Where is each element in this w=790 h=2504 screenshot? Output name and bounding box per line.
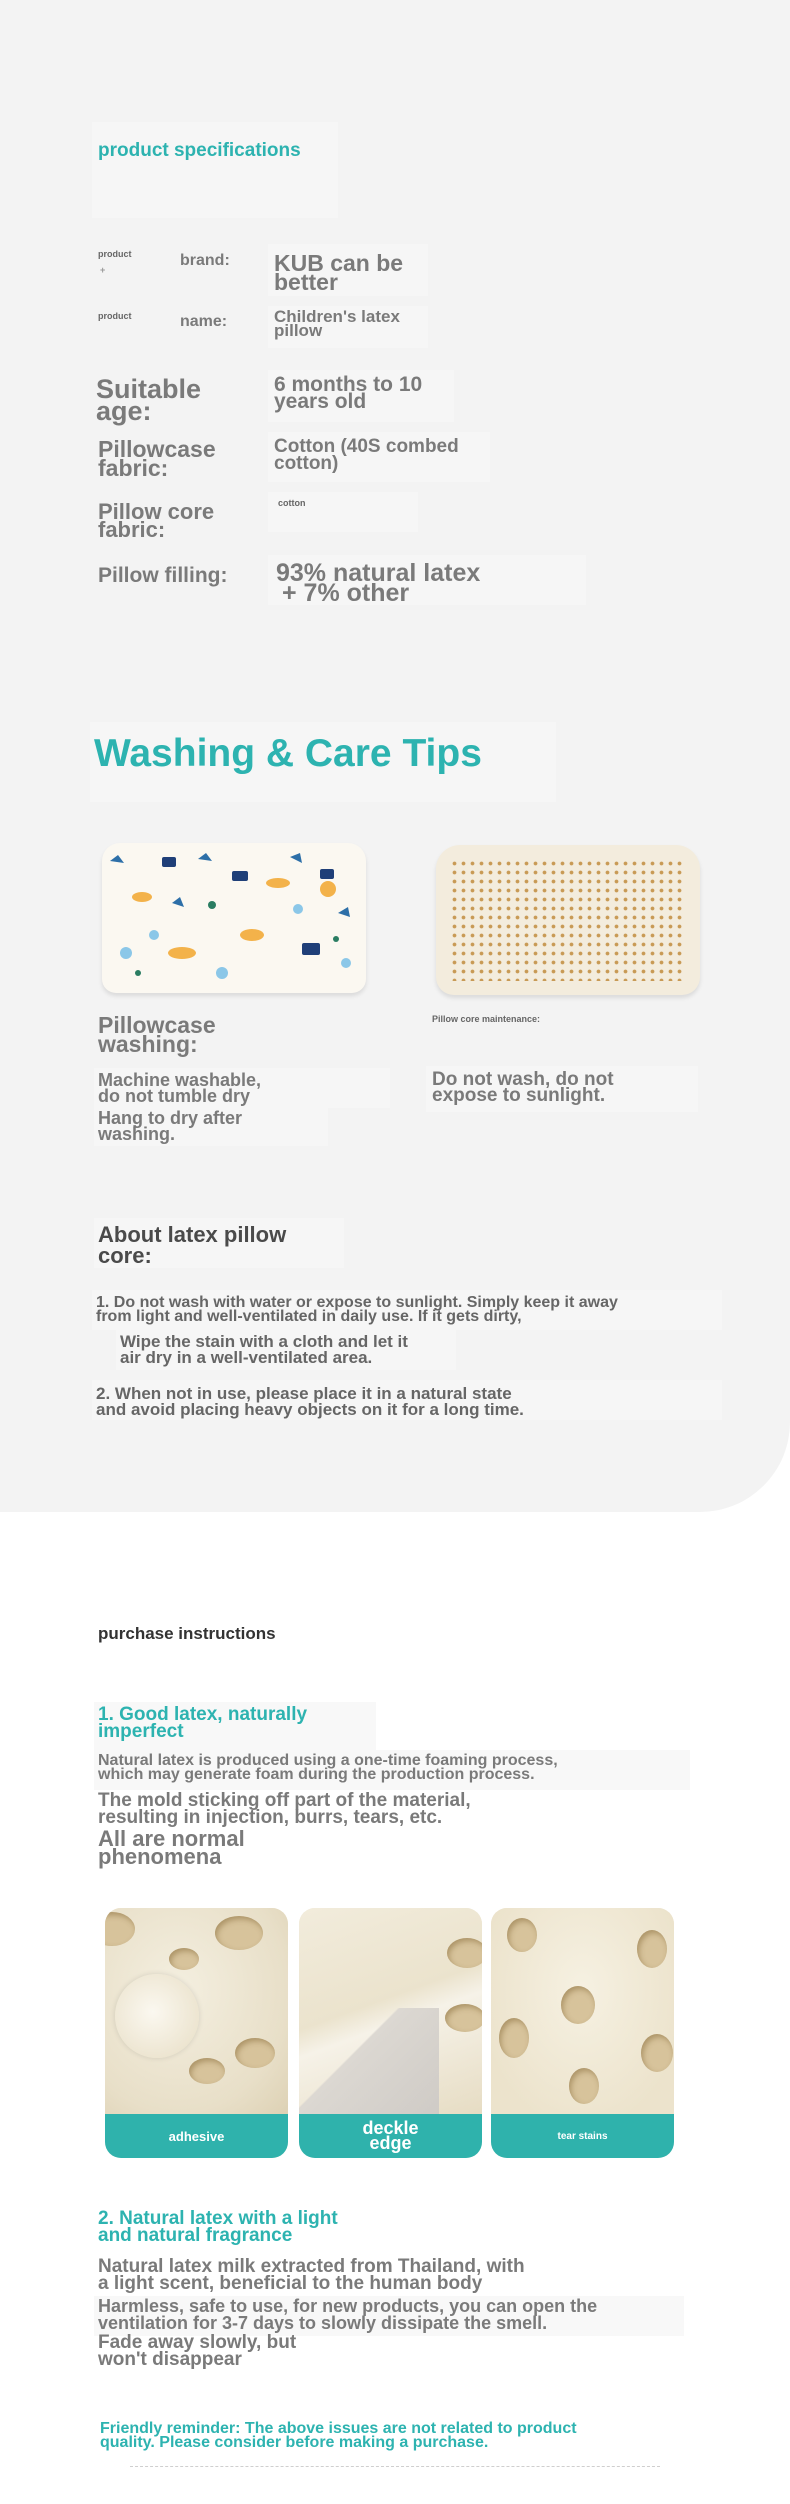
photo-tear-stains xyxy=(491,1908,674,2158)
age-value: 6 months to 10 years old xyxy=(274,373,423,413)
case-washing-heading: Pillowcase washing: xyxy=(98,1012,216,1057)
deckle-edge-image xyxy=(299,1908,482,2114)
s1-heading: 1. Good latex, naturally imperfect xyxy=(98,1704,308,1742)
core-maintenance-heading: Pillow core maintenance: xyxy=(432,1014,541,1024)
core-fabric-value: cotton xyxy=(278,498,306,508)
caption-deckle-edge: deckle edge xyxy=(299,2114,482,2158)
pillow-core-image xyxy=(436,845,700,995)
case-washing-text-2: Hang to dry after washing. xyxy=(98,1108,243,1144)
core-fabric-label: Pillow core fabric: xyxy=(98,499,215,542)
filling-value-1: 93% natural latex xyxy=(276,559,481,587)
brand-value: KUB can be better xyxy=(274,250,404,295)
s1-text-1: Natural latex is produced using a one-time foaming process, which may generate foam during the production process. xyxy=(98,1752,558,1783)
photo-adhesive xyxy=(105,1908,288,2158)
case-fabric-value: Cotton (40S combed cotton) xyxy=(274,436,459,474)
pillowcase-image xyxy=(102,843,366,993)
about-item2: 2. When not in use, please place it in a natural state and avoid placing heavy objects on it for a long time. xyxy=(96,1384,524,1419)
tear-stains-image xyxy=(491,1908,674,2114)
brand-tag: product xyxy=(98,249,132,259)
s2-heading: 2. Natural latex with a light and natural fragrance xyxy=(98,2208,338,2246)
s1-text-2: The mold sticking off part of the material, resulting in injection, burrs, tears, etc. xyxy=(98,1790,471,1828)
s1-text-3: All are normal phenomena xyxy=(98,1826,245,1869)
plus-icon: + xyxy=(100,265,106,275)
about-item1-a: 1. Do not wash with water or expose to sunlight. Simply keep it away from light and well-ventilated in daily use. If it gets dirty, xyxy=(96,1294,618,1325)
case-fabric-label: Pillowcase fabric: xyxy=(98,436,216,481)
specs-title: product specifications xyxy=(98,140,301,161)
divider xyxy=(130,2466,660,2467)
s2-text-3: Fade away slowly, but won't disappear xyxy=(98,2332,297,2370)
purchase-title: purchase instructions xyxy=(98,1624,276,1643)
s2-text-2: Harmless, safe to use, for new products, you can open the ventilation for 3-7 days to slowly dissipate the smell. xyxy=(98,2296,598,2333)
filling-label: Pillow filling: xyxy=(98,564,228,587)
about-heading: About latex pillow core: xyxy=(98,1222,287,1268)
friendly-reminder: Friendly reminder: The above issues are not related to product quality. Please consider before making a purchase. xyxy=(100,2420,577,2451)
age-label: Suitable age: xyxy=(96,374,202,426)
latex-holes xyxy=(450,859,682,981)
s2-text-1: Natural latex milk extracted from Thailand, with a light scent, beneficial to the human body xyxy=(98,2256,525,2294)
adhesive-image xyxy=(105,1908,288,2114)
about-item1-b: Wipe the stain with a cloth and let it air dry in a well-ventilated area. xyxy=(120,1332,408,1367)
case-washing-text-1: Machine washable, do not tumble dry xyxy=(98,1070,262,1106)
caption-tear-stains: tear stains xyxy=(491,2114,674,2158)
specs-title-box xyxy=(92,122,338,218)
care-title: Washing & Care Tips xyxy=(94,732,482,775)
brand-label: brand: xyxy=(180,252,230,269)
filling-value-2: + 7% other xyxy=(282,579,410,607)
core-maintenance-text: Do not wash, do not expose to sunlight. xyxy=(432,1069,614,1106)
photo-deckle-edge xyxy=(299,1908,482,2158)
name-value: Children's latex pillow xyxy=(274,307,400,340)
name-tag: product xyxy=(98,311,132,321)
caption-adhesive: adhesive xyxy=(105,2114,288,2158)
name-label: name: xyxy=(180,313,228,330)
